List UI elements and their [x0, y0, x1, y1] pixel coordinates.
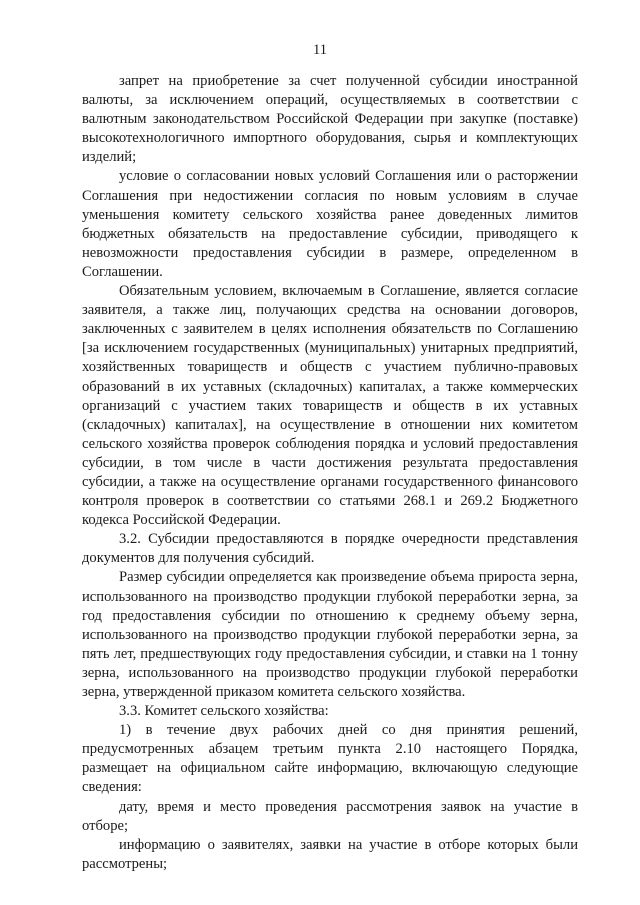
document-body [82, 72, 578, 874]
paragraph-reviewed-applicants: информацию о заявителях, заявки на участие в отборе которых были рассмотрены; [82, 836, 578, 872]
paragraph-review-date-time: дату, время и место проведения рассмотрения заявок на участие в отборе; [82, 798, 578, 834]
paragraph-item-1-publication: 1) в течение двух рабочих дней со дня принятия решений, предусмотренных абзацем третьим пункта 2.10 настоящего Порядка, размещает на официальном сайте информацию, включающую следующие сведения: [82, 722, 578, 796]
paragraph-section-3-2: 3.2. Субсидии предоставляются в порядке очередности представления документов для получения субсидий. [82, 531, 578, 567]
paragraph-currency-restriction: запрет на приобретение за счет полученной субсидии иностранной валюты, за исключением операций, осуществляемых в соответствии с валютным законодательством Российской Федерации при закупке (поставке) высокотехнологичного импортного оборудования, сырья и комплектующих изделий; [82, 73, 578, 166]
paragraph-subsidy-amount: Размер субсидии определяется как произведение объема прироста зерна, использованного на производство продукции глубокой переработки зерна, за год предоставления субсидии по отношению к среднему объему зерна, использованного на производство продукции глубокой переработки зерна, за пять лет, предшествующих году предоставления субсидии, и ставки на 1 тонну зерна, использованного на производство продукции глубокой переработки зерна, утвержденной приказом комитета сельского хозяйства. [82, 569, 578, 700]
page-number: 11 [313, 42, 327, 58]
paragraph-mandatory-inspection-consent: Обязательным условием, включаемым в Соглашение, является согласие заявителя, а также лиц, получающих средства на основании договоров, заключенных с заявителем в целях исполнения обязательств по Соглашению [за исключением государственных (муниципальных) унитарных предприятий, хозяйственных товариществ и обществ с участием публично-правовых образований в их уставных (складочных) капиталах, а также коммерческих организаций с участием таких товариществ и обществ в их уставных (складочных) капиталах], на осуществление в отношении них комитетом сельского хозяйства проверок соблюдения порядка и условий предоставления субсидии, в том числе в части достижения результата предоставления субсидии, а также на осуществление органами государственного финансового контроля проверок в соответствии со статьями 268.1 и 269.2 Бюджетного кодекса Российской Федерации. [82, 283, 578, 529]
paragraph-agreement-termination-condition: условие о согласовании новых условий Соглашения или о расторжении Соглашения при недостижении согласия по новым условиям в случае уменьшения комитету сельского хозяйства ранее доведенных лимитов бюджетных обязательств на предоставление субсидии, приводящего к невозможности предоставления субсидии в размере, определенном в Соглашении. [82, 168, 578, 280]
paragraph-section-3-3: 3.3. Комитет сельского хозяйства: [119, 703, 329, 720]
